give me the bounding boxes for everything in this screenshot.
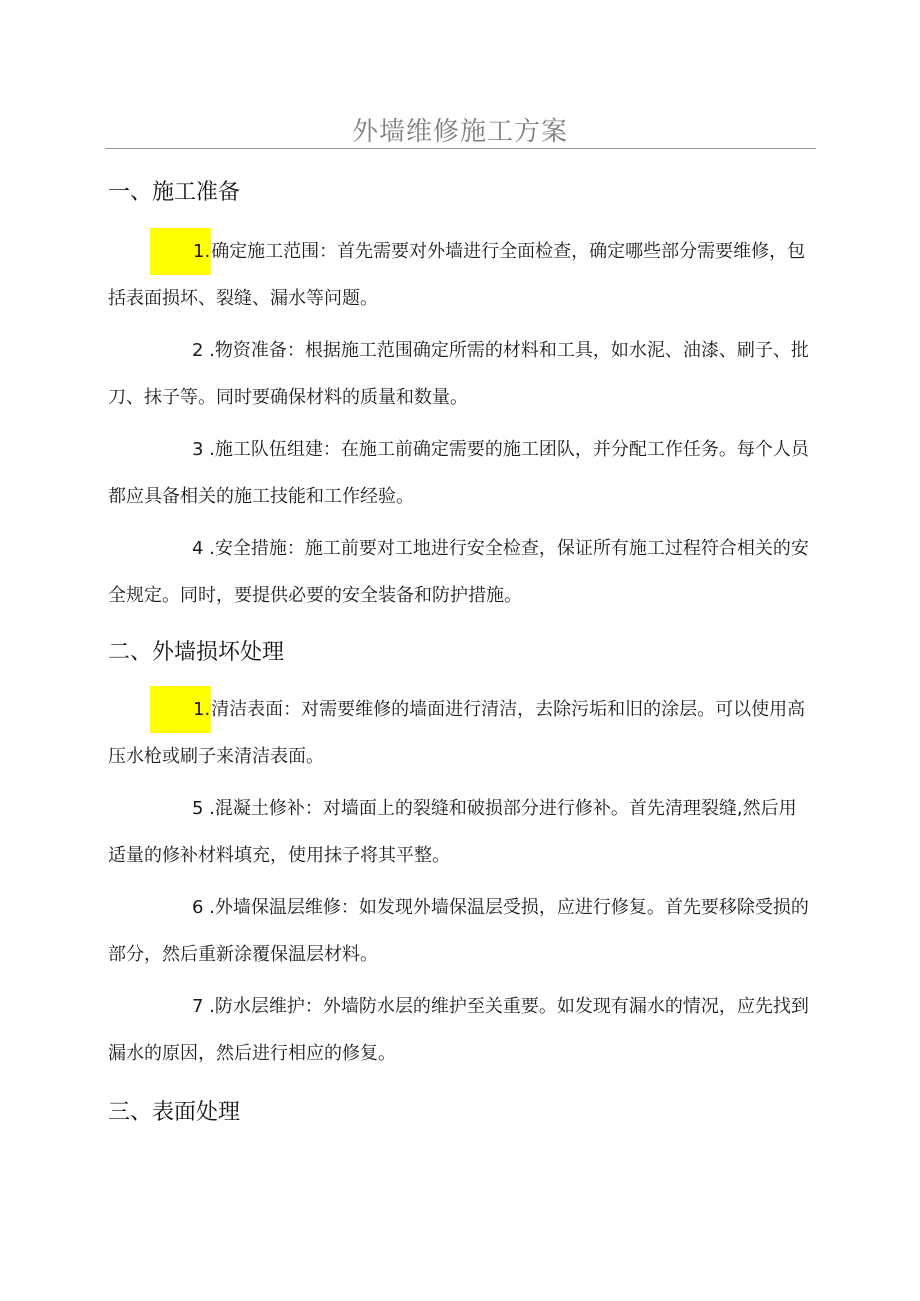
paragraph-1-1: [108, 228, 814, 322]
item-text: 外墙保温层维修：如发现外墙保温层受损，应进行修复。首先要移除受损的部分，然后重新涂覆保温层材料。: [108, 897, 809, 965]
paragraph-2-2: [108, 785, 814, 879]
item-text: 安全措施：施工前要对工地进行安全检查，保证所有施工过程符合相关的安全规定。同时，要提供必要的安全装备和防护措施。: [108, 538, 809, 606]
section-heading-1: 一、施工准备: [108, 180, 241, 205]
item-number: 2 .: [192, 340, 215, 361]
paragraph-2-4: [108, 983, 814, 1077]
item-text: 确定施工范围：首先需要对外墙进行全面检查，确定哪些部分需要维修，包括表面损坏、裂缝、漏水等问题。: [108, 241, 806, 309]
section-heading-2: 二、外墙损坏处理: [108, 640, 285, 665]
section-heading-3: 三、表面处理: [108, 1100, 241, 1125]
item-number: 3 .: [192, 439, 215, 460]
paragraph-1-2: [108, 327, 814, 421]
paragraph-2-3: [108, 884, 814, 978]
item-number: 5 .: [192, 798, 215, 819]
title-divider: [105, 148, 816, 149]
item-number: 4 .: [192, 538, 215, 559]
item-number: 6 .: [192, 897, 215, 918]
document-title: 外墙维修施工方案: [351, 117, 568, 147]
paragraph-2-1: [108, 686, 814, 780]
paragraph-1-4: [108, 525, 814, 619]
item-number: 1.: [150, 686, 211, 733]
item-text: 清洁表面：对需要维修的墙面进行清洁，去除污垢和旧的涂层。可以使用高压水枪或刷子来清洁表面。: [108, 699, 806, 767]
item-text: 物资准备：根据施工范围确定所需的材料和工具，如水泥、油漆、刷子、批刀、抹子等。同时要确保材料的质量和数量。: [108, 340, 809, 408]
item-text: 防水层维护：外墙防水层的维护至关重要。如发现有漏水的情况，应先找到漏水的原因，然后进行相应的修复。: [108, 996, 809, 1064]
item-text: 施工队伍组建：在施工前确定需要的施工团队，并分配工作任务。每个人员都应具备相关的施工技能和工作经验。: [108, 439, 809, 507]
item-number: 7 .: [192, 996, 215, 1017]
item-number: 1.: [150, 228, 211, 275]
paragraph-1-3: [108, 426, 814, 520]
item-text: 混凝土修补：对墙面上的裂缝和破损部分进行修补。首先清理裂缝,然后用适量的修补材料填充，使用抹子将其平整。: [108, 798, 797, 866]
